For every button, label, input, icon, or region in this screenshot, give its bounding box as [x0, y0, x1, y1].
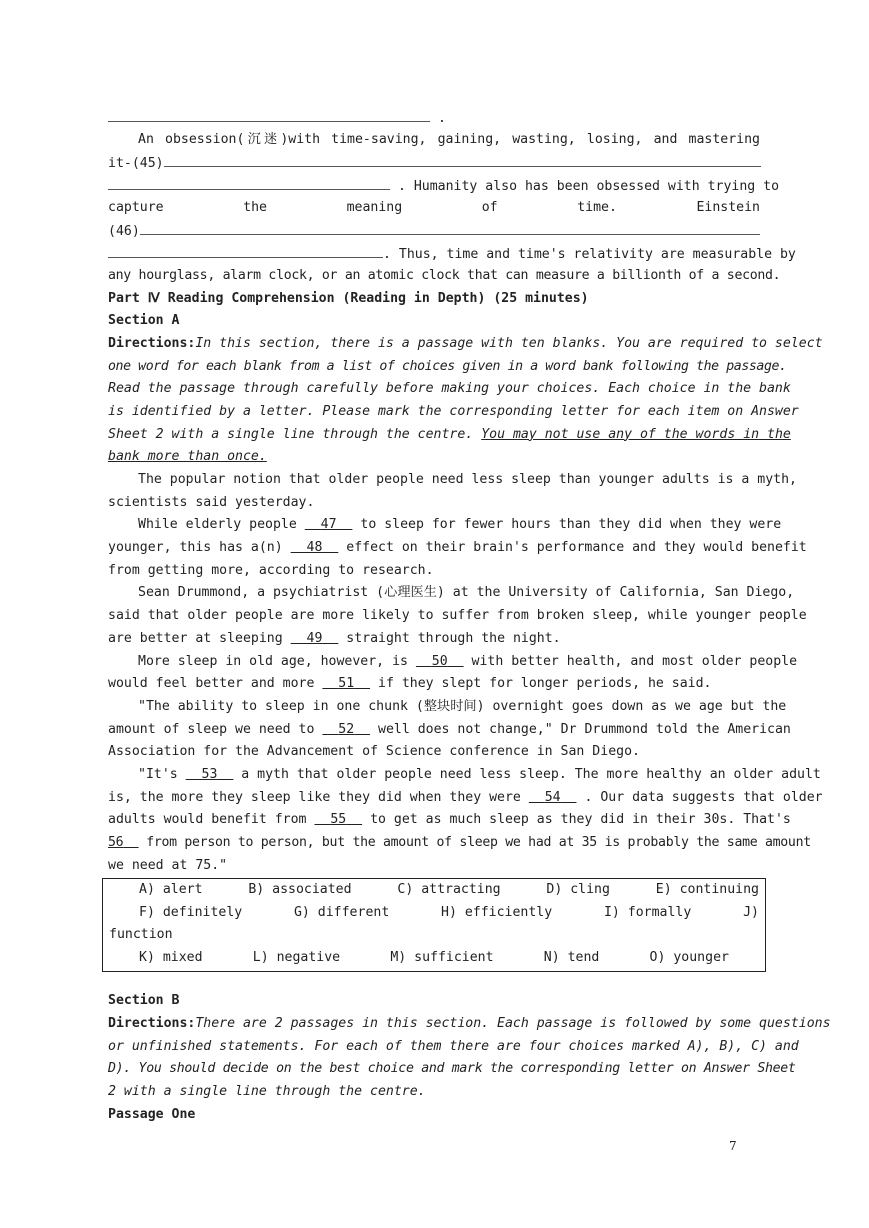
blank-54: 54 — [544, 789, 561, 805]
text-line: (46) — [108, 219, 760, 242]
passage-heading: Passage One — [108, 1106, 196, 1122]
word-option: G) different — [293, 904, 390, 920]
passage-line: While elderly people 47 to sleep for fewer hours than they did when they were — [138, 517, 782, 533]
passage-line: is, the more they sleep like they did when they were 54 . Our data suggests that older — [108, 789, 823, 805]
word-option: A) alert — [139, 882, 203, 897]
word-bank-row — [103, 902, 765, 925]
passage-line: More sleep in old age, however, is 50 with better health, and most older people — [138, 653, 798, 669]
passage-line: are better at sleeping 49 straight through the night. — [108, 630, 561, 646]
passage-line: younger, this has a(n) 48 effect on their brain's performance and they would benefit — [108, 540, 807, 556]
blank-49: 49 — [306, 630, 323, 646]
word-option: E) continuing — [655, 882, 759, 897]
passage-line: amount of sleep we need to 52 well does not change," Dr Drummond told the American — [108, 721, 791, 737]
passage-line: we need at 75." — [108, 857, 228, 873]
word-option: O) younger — [649, 950, 729, 966]
blank-56: 56 — [108, 835, 124, 850]
passage-line: The popular notion that older people need less sleep than younger adults is a myth, — [138, 472, 797, 487]
section-heading: Section B — [108, 993, 180, 1009]
blank-47: 47 — [320, 517, 337, 533]
text-line: . Humanity also has been obsessed with trying to — [108, 174, 760, 197]
blank-51: 51 — [338, 676, 355, 692]
word-option: H) efficiently — [441, 904, 553, 920]
directions-line: is identified by a letter. Please mark the corresponding letter for each item on Answer — [108, 403, 799, 419]
section-heading: Section A — [108, 313, 180, 329]
word-option: C) attracting — [397, 882, 501, 897]
passage-line: said that older people are more likely to suffer from broken sleep, while younger people — [108, 608, 807, 624]
passage-line: "The ability to sleep in one chunk (整块时间) overnight goes down as we age but the — [138, 698, 787, 714]
directions-line: Read the passage through carefully before making your choices. Each choice in the bank — [108, 381, 791, 397]
answer-line-44-end: . — [108, 106, 760, 129]
passage-line: Sean Drummond, a psychiatrist (心理医生) at the University of California, San Diego, — [138, 585, 795, 601]
word-option: D) cling — [546, 882, 610, 897]
blank-50: 50 — [431, 653, 448, 669]
word-option: L) negative — [252, 950, 341, 966]
word-bank-row: function — [109, 927, 173, 943]
directions-line: 2 with a single line through the centre. — [108, 1084, 426, 1100]
passage-line: from getting more, according to research. — [108, 562, 434, 578]
text-line: it-(45) — [108, 151, 760, 174]
passage-line: adults would benefit from 55 to get as much sleep as they did in their 30s. That's — [108, 812, 791, 828]
word-option: J) — [743, 904, 759, 920]
word-option: M) sufficient — [390, 950, 494, 966]
directions-line: Directions:In this section, there is a passage with ten blanks. You are required to select — [108, 335, 823, 351]
text-line: capture the meaning of time. Einstein — [108, 199, 760, 215]
directions-line: bank more than once. — [108, 449, 267, 465]
directions-line: Sheet 2 with a single line through the centre. You may not use any of the words in the — [108, 426, 791, 442]
page-number: 7 — [729, 1139, 737, 1153]
text-line: An obsession(沉迷)with time-saving, gaining, wasting, losing, and mastering — [138, 131, 760, 147]
part-heading: Part Ⅳ Reading Comprehension (Reading in Depth) (25 minutes) — [108, 290, 589, 306]
word-bank-row — [103, 947, 765, 970]
word-option: I) formally — [603, 904, 692, 920]
text-line: . Thus, time and time's relativity are measurable by — [108, 242, 760, 265]
directions-line: one word for each blank from a list of choices given in a word bank following the passage. — [108, 358, 787, 374]
word-option: K) mixed — [139, 950, 203, 966]
directions-line: D). You should decide on the best choice and mark the corresponding letter on Answer Sheet — [108, 1061, 796, 1077]
blank-52: 52 — [338, 721, 355, 737]
word-bank — [102, 878, 766, 972]
passage-line: Association for the Advancement of Science conference in San Diego. — [108, 744, 640, 760]
word-bank-row — [103, 879, 765, 902]
page-content — [108, 106, 831, 1127]
passage-line: 56 from person to person, but the amount of sleep we had at 35 is probably the same amount — [108, 835, 811, 850]
blank-55: 55 — [330, 812, 347, 828]
blank-53: 53 — [201, 766, 218, 782]
blank-48: 48 — [306, 540, 323, 556]
directions-line: Directions:There are 2 passages in this section. Each passage is followed by some questions — [108, 1016, 831, 1032]
word-option: N) tend — [543, 950, 600, 966]
directions-line: or unfinished statements. For each of them there are four choices marked A), B), C) and — [108, 1038, 799, 1054]
passage-line: scientists said yesterday. — [108, 494, 315, 510]
word-option: B) associated — [248, 882, 352, 897]
text-line: any hourglass, alarm clock, or an atomic clock that can measure a billionth of a second. — [108, 267, 781, 283]
word-option: F) definitely — [139, 904, 243, 920]
passage-line: "It's 53 a myth that older people need less sleep. The more healthy an older adult — [138, 766, 821, 782]
passage-line: would feel better and more 51 if they slept for longer periods, he said. — [108, 676, 712, 692]
